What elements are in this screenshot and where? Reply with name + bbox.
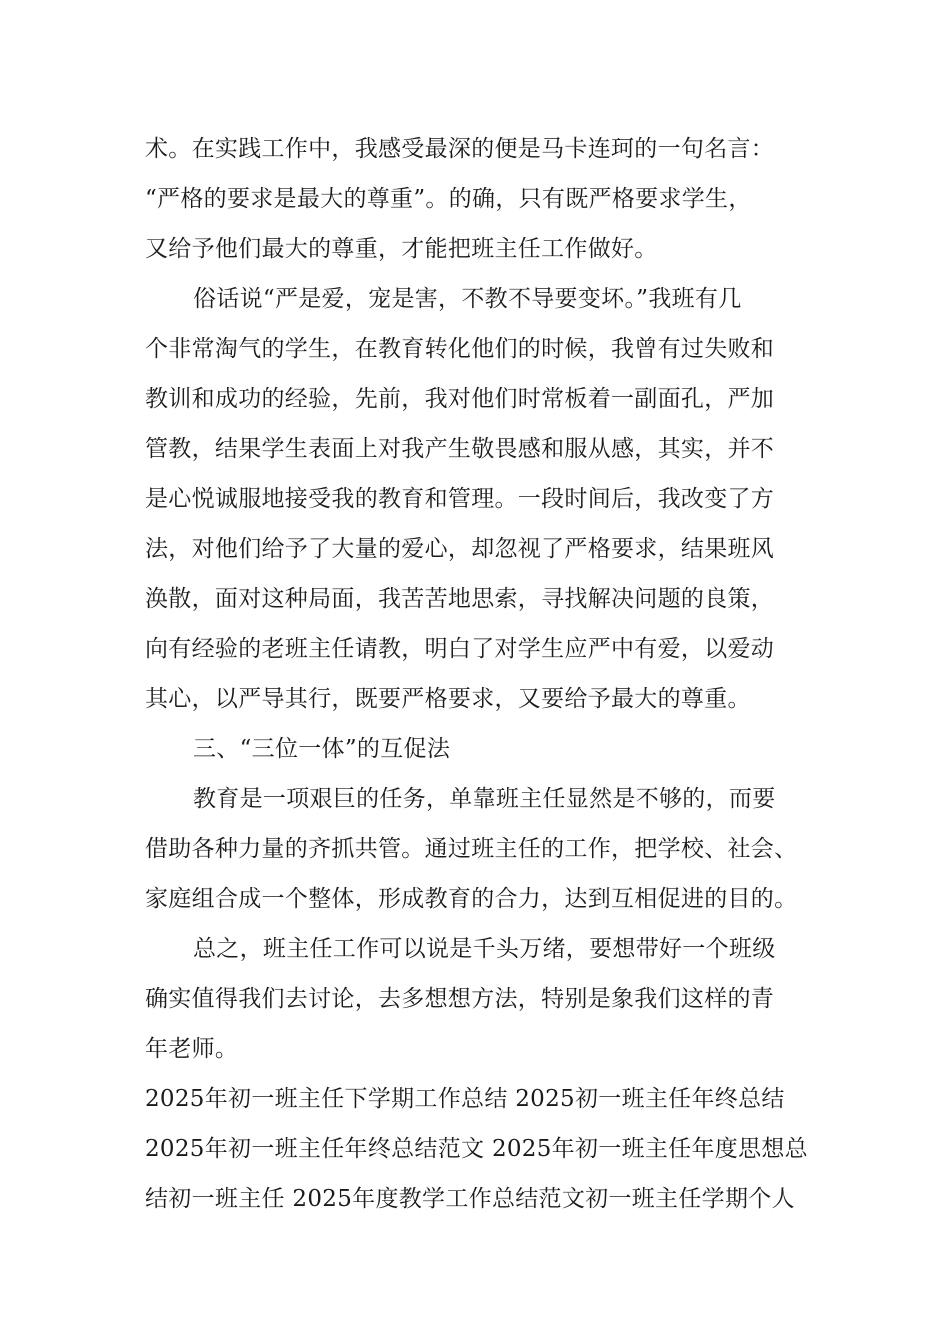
related-titles-line: 结初一班主任 2025年度教学工作总结范文初一班主任学期个人 bbox=[145, 1186, 795, 1212]
paragraph-line: 个非常淘气的学生，在教育转化他们的时候，我曾有过失败和 bbox=[145, 336, 775, 362]
paragraph-line: 教育是一项艰巨的任务，单靠班主任显然是不够的，而要 bbox=[193, 786, 776, 812]
paragraph-line: 借助各种力量的齐抓共管。通过班主任的工作，把学校、社会、 bbox=[145, 836, 798, 862]
paragraph-line: 涣散，面对这种局面，我苦苦地思索，寻找解决问题的良策， bbox=[145, 586, 775, 612]
paragraph-line: “严格的要求是最大的尊重”。的确，只有既严格要求学生， bbox=[145, 186, 752, 212]
paragraph-line: 法，对他们给予了大量的爱心，却忽视了严格要求，结果班风 bbox=[145, 536, 775, 562]
paragraph-line: 俗话说“严是爱，宠是害，不教不导要变坏。”我班有几 bbox=[193, 286, 742, 312]
paragraph-line: 又给予他们最大的尊重，才能把班主任工作做好。 bbox=[145, 236, 658, 262]
paragraph-line: 确实值得我们去讨论，去多想想方法，特别是象我们这样的青 bbox=[145, 986, 775, 1012]
paragraph-line: 家庭组合成一个整体，形成教育的合力，达到互相促进的目的。 bbox=[145, 886, 798, 912]
paragraph-line: 其心，以严导其行，既要严格要求，又要给予最大的尊重。 bbox=[145, 686, 751, 712]
paragraph-line: 总之，班主任工作可以说是千头万绪，要想带好一个班级 bbox=[193, 936, 776, 962]
paragraph-line: 年老师。 bbox=[145, 1036, 239, 1062]
related-titles-line: 2025年初一班主任年终总结范文 2025年初一班主任年度思想总 bbox=[145, 1136, 808, 1162]
paragraph-line: 向有经验的老班主任请教，明白了对学生应严中有爱，以爱动 bbox=[145, 636, 775, 662]
paragraph-line: 管教，结果学生表面上对我产生敬畏感和服从感，其实，并不 bbox=[145, 436, 775, 462]
section-heading: 三、“三位一体”的互促法 bbox=[193, 736, 451, 762]
related-titles-line: 2025年初一班主任下学期工作总结 2025初一班主任年终总结 bbox=[145, 1086, 785, 1112]
paragraph-line: 是心悦诚服地接受我的教育和管理。一段时间后，我改变了方 bbox=[145, 486, 775, 512]
paragraph-line: 术。在实践工作中，我感受最深的便是马卡连珂的一句名言： bbox=[145, 136, 775, 162]
paragraph-line: 教训和成功的经验，先前，我对他们时常板着一副面孔，严加 bbox=[145, 386, 775, 412]
